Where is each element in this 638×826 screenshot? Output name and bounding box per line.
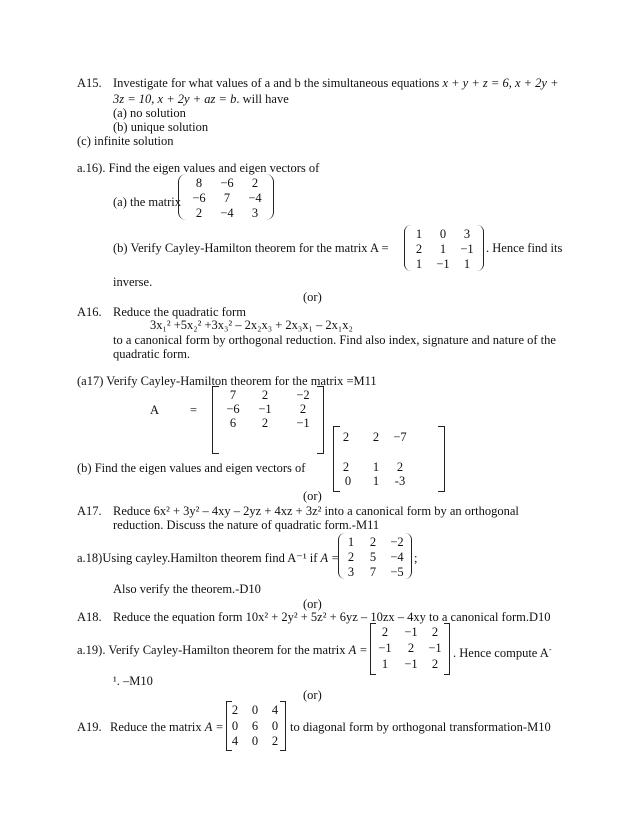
question-number: A18. (77, 610, 102, 624)
question-line: a.18)Using cayley.Hamilton theorem find A⁻¹ if (77, 551, 321, 565)
question-text (113, 92, 289, 106)
matrix-cell: 1 (381, 657, 389, 671)
matrix-cell: −1 (378, 641, 392, 655)
matrix-cell: 5 (369, 550, 377, 564)
part-line: . Hence compute A (453, 646, 549, 661)
matrix (338, 533, 412, 581)
matrix-cell: 0 (251, 734, 259, 748)
matrix-cell: 1 (415, 257, 423, 271)
question-line: Investigate for what values of a and b the simultaneous equations (113, 76, 443, 90)
right-bracket (317, 386, 324, 454)
part-label: (b) Find the eigen values and eigen vectors of (77, 461, 306, 475)
matrix-cell: −6 (226, 402, 240, 416)
equation: x + y + z = 6, x + 2y + (442, 76, 559, 90)
matrix-cell: −4 (390, 550, 404, 564)
part-text: ¹. –M10 (113, 674, 153, 688)
matrix-cell: 0 (271, 719, 279, 733)
matrix-cell: −6 (220, 176, 234, 190)
question-text: Reduce the equation form 10x² + 2y² + 5z² + 6yz – 10zx – 4xy to a canonical form.D10 (113, 610, 551, 624)
matrix-cell: 6 (251, 719, 259, 733)
option-c: (c) infinite solution (77, 134, 174, 148)
matrix (226, 701, 286, 751)
question-number: A19. (77, 720, 102, 734)
matrix-name: A = (204, 720, 224, 734)
matrix-name: A = (348, 643, 368, 657)
matrix-cell: 2 (396, 460, 404, 474)
matrix-cell: 1 (372, 460, 380, 474)
question-title (77, 643, 368, 657)
question-title: a.16). Find the eigen values and eigen vectors of (77, 161, 320, 175)
option-a: (a) no solution (113, 106, 186, 120)
matrix-cell: 1 (439, 242, 447, 256)
matrix (404, 225, 484, 273)
left-bracket (178, 174, 186, 220)
matrix (212, 386, 324, 454)
part-text: ; (414, 551, 418, 565)
matrix-cell: 2 (381, 625, 389, 639)
matrix (333, 426, 445, 492)
matrix-cell: 3 (463, 227, 471, 241)
question-text: Reduce the quadratic form (113, 305, 246, 319)
matrix-cell: −1 (296, 416, 310, 430)
question-title (77, 551, 340, 565)
part-text: . Hence find its (486, 241, 563, 255)
question-text: to diagonal form by orthogonal transformation-M10 (290, 720, 551, 734)
matrix-cell: 2 (231, 703, 239, 717)
matrix-cell: 7 (229, 388, 237, 402)
matrix-cell: -3 (394, 474, 406, 488)
matrix-cell: 1 (347, 535, 355, 549)
matrix-cell: 4 (271, 703, 279, 717)
matrix-cell: −4 (220, 206, 234, 220)
matrix-cell: 2 (342, 430, 350, 444)
option-b: (b) unique solution (113, 120, 209, 134)
matrix-cell: 4 (231, 734, 239, 748)
matrix-cell: 2 (415, 242, 423, 256)
matrix-name: A (150, 403, 160, 417)
matrix-cell: 1 (415, 227, 423, 241)
matrix-cell: 6 (229, 416, 237, 430)
matrix-cell: 8 (195, 176, 203, 190)
matrix-cell: 7 (369, 565, 377, 579)
question-text: reduction. Discuss the nature of quadratic form.-M11 (113, 518, 380, 532)
or-separator: (or) (303, 688, 322, 702)
matrix-cell: 3 (251, 206, 259, 220)
matrix-cell: 0 (231, 719, 239, 733)
part-text: Also verify the theorem.-D10 (113, 582, 261, 596)
question-title: (a17) Verify Cayley-Hamilton theorem for the matrix =M11 (77, 374, 377, 388)
question-number: A16. (77, 305, 102, 319)
matrix-cell: −1 (460, 242, 474, 256)
equation: 3z = 10, x + 2y + az = b (113, 92, 237, 106)
matrix-cell: 2 (407, 641, 415, 655)
matrix-cell: 0 (344, 474, 352, 488)
question-line: a.19). Verify Cayley-Hamilton theorem for the matrix (77, 643, 349, 657)
question-number: A17. (77, 504, 102, 518)
matrix-cell: 3 (347, 565, 355, 579)
matrix (370, 623, 450, 675)
matrix-cell: 2 (251, 176, 259, 190)
question-line: Reduce the matrix (110, 720, 205, 734)
matrix-cell: 2 (299, 402, 307, 416)
matrix-cell: −2 (296, 388, 310, 402)
matrix-cell: 2 (431, 625, 439, 639)
matrix-cell: 2 (431, 657, 439, 671)
matrix (178, 174, 274, 222)
question-text: Reduce 6x² + 3y² – 4xy – 2yz + 4xz + 3z² into a canonical form by an orthogonal (113, 504, 519, 518)
matrix-name: A = (320, 551, 340, 565)
part-text: inverse. (113, 275, 153, 289)
or-separator: (or) (303, 597, 322, 611)
question-text: quadratic form. (113, 347, 191, 361)
matrix-cell: 2 (261, 416, 269, 430)
matrix-cell: 0 (251, 703, 259, 717)
equals-sign: = (190, 403, 198, 417)
right-bracket (438, 426, 445, 492)
matrix-cell: 2 (347, 550, 355, 564)
part-label: (a) the matrix (113, 195, 182, 209)
part-label: (b) Verify Cayley-Hamilton theorem for the matrix A = (113, 241, 389, 255)
matrix-cell: −7 (393, 430, 407, 444)
left-bracket (212, 386, 219, 454)
matrix-cell: 2 (195, 206, 203, 220)
matrix-cell: 2 (261, 388, 269, 402)
matrix-cell: 1 (372, 474, 380, 488)
superscript: - (548, 645, 552, 654)
matrix-cell: −1 (436, 257, 450, 271)
or-separator: (or) (303, 290, 322, 304)
question-text (113, 76, 559, 90)
question-text: to a canonical form by orthogonal reduction. Find also index, signature and nature of the (113, 333, 556, 347)
question-number: A15. (77, 76, 102, 90)
matrix-cell: −1 (404, 657, 418, 671)
matrix-cell: −6 (192, 191, 206, 205)
matrix-cell: 2 (271, 734, 279, 748)
matrix-cell: 2 (342, 460, 350, 474)
matrix-cell: −5 (390, 565, 404, 579)
quadratic-form: 3x₁² +5x₂² +3x₃² – 2x₂x₃ + 2x₃x₁ – 2x₁x₂ (150, 318, 353, 332)
question-line: . will have (236, 92, 289, 106)
question-text (110, 720, 224, 734)
matrix-cell: 2 (369, 535, 377, 549)
matrix-cell: −1 (404, 625, 418, 639)
matrix-cell: 0 (439, 227, 447, 241)
matrix-cell: 7 (223, 191, 231, 205)
matrix-cell: −1 (428, 641, 442, 655)
matrix-cell: 2 (372, 430, 380, 444)
matrix-cell: −4 (248, 191, 262, 205)
matrix-cell: −2 (390, 535, 404, 549)
or-separator: (or) (303, 489, 322, 503)
part-text (453, 643, 551, 660)
matrix-cell: −1 (258, 402, 272, 416)
matrix-cell: 1 (463, 257, 471, 271)
